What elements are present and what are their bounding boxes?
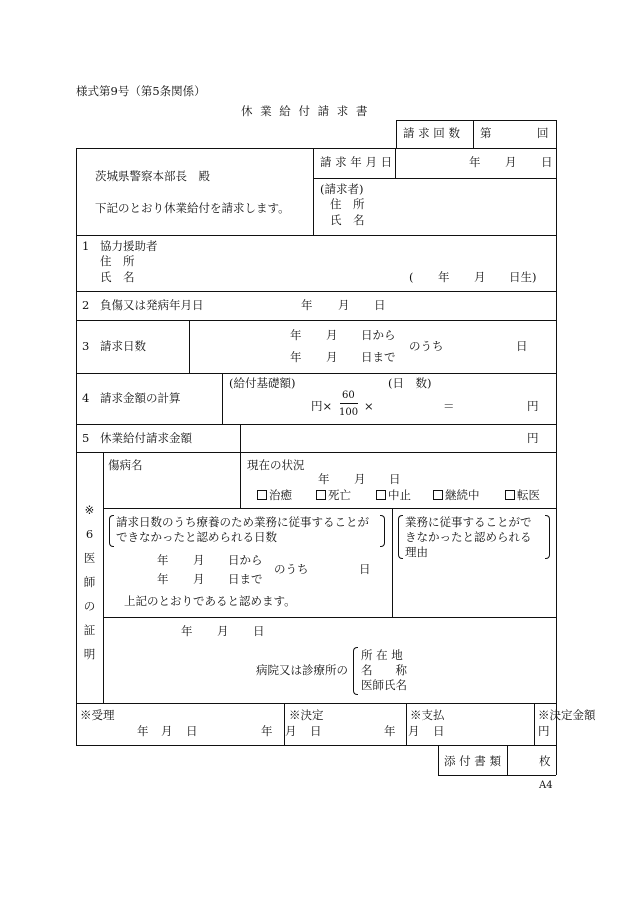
row4-times: × — [364, 399, 374, 413]
attachments-unit: 枚 — [539, 754, 551, 768]
decided-amount-label: ※決定金額 — [538, 708, 596, 722]
side-label-char: 明 — [83, 647, 96, 661]
row2-year: 年 — [301, 298, 313, 312]
reason-line2: きなかったと認められる — [405, 530, 532, 544]
decision-label: ※決定 — [289, 708, 324, 722]
reason-bracket-left — [398, 515, 403, 559]
checkbox-icon — [257, 490, 267, 500]
request-statement: 下記のとおり休業給付を請求します。 — [95, 201, 290, 215]
hospital-location-label: 所 在 地 — [361, 648, 403, 662]
cert-period-field[interactable] — [140, 550, 380, 590]
reason-field[interactable] — [398, 562, 550, 612]
request-count-suffix: 回 — [537, 126, 549, 140]
row3-from-day: 日から — [361, 328, 396, 342]
row2-number: 2 — [82, 298, 90, 312]
payment-label: ※支払 — [410, 708, 445, 722]
injury-name-label: 傷病名 — [108, 458, 143, 472]
current-status-label: 現在の状況 — [247, 458, 305, 472]
row4-number: 4 — [82, 391, 90, 405]
status-option-4[interactable]: 継続中 — [433, 490, 480, 502]
reason-line1: 業務に従事することがで — [405, 515, 532, 529]
cert-to-month: 月 — [193, 572, 205, 586]
claimant-label: (請求者) — [320, 182, 364, 196]
row3-to-year: 年 — [290, 350, 302, 364]
receipt-year: 年 — [137, 724, 149, 738]
row4-base-label: (給付基礎額) — [229, 376, 296, 390]
row4-numerator: 60 — [342, 390, 355, 401]
row5-label: 休業給付請求金額 — [100, 431, 192, 445]
cert-days: 日 — [359, 562, 371, 576]
addressee: 茨城県警察本部長 殿 — [95, 169, 210, 183]
cert-date-year: 年 — [181, 624, 193, 638]
row1-number: 1 — [82, 239, 90, 253]
reason-bracket-right — [545, 515, 550, 559]
side-label-char: ※ — [84, 503, 95, 517]
status-year: 年 — [318, 472, 330, 486]
row3-field[interactable] — [200, 324, 550, 369]
side-label-char: 医 — [83, 551, 96, 565]
row3-to-day: 日まで — [361, 350, 396, 364]
claimant-field[interactable] — [380, 194, 550, 230]
status-day: 日 — [389, 472, 401, 486]
row4-days-label: (日 数) — [388, 376, 432, 390]
request-date-month: 月 — [505, 155, 517, 169]
cert-confirm: 上記のとおりであると認めます。 — [124, 594, 296, 608]
row2-field[interactable] — [240, 294, 400, 318]
row4-equals: ＝ — [443, 399, 455, 413]
row5-field[interactable] — [246, 427, 546, 449]
decision-year: 年 — [261, 724, 273, 738]
row1-label: 協力援助者 — [100, 239, 158, 253]
row4-yen-times: 円× — [311, 399, 333, 413]
request-count-prefix: 第 — [480, 126, 492, 140]
request-date-year: 年 — [469, 155, 481, 169]
decided-amount-yen: 円 — [538, 724, 550, 738]
doctor-name-label: 医師氏名 — [361, 678, 407, 692]
checkbox-icon — [376, 490, 386, 500]
cert-date-month: 月 — [217, 624, 229, 638]
row1-birth-day: 日生) — [509, 270, 537, 284]
injury-name-field[interactable] — [108, 474, 236, 504]
row3-number: 3 — [82, 339, 90, 353]
row2-day: 日 — [374, 298, 386, 312]
hospital-bracket — [353, 647, 358, 695]
cert-bracket-right — [380, 515, 385, 547]
form-number: 様式第9号（第5条関係） — [76, 84, 206, 98]
row6-side-label — [76, 498, 103, 666]
row1-name-label: 氏 名 — [100, 270, 135, 284]
row1-birth-year: 年 — [438, 270, 450, 284]
cert-from-month: 月 — [193, 553, 205, 567]
decision-month: 月 — [285, 724, 297, 738]
cert-from-year: 年 — [157, 553, 169, 567]
cert-of-which: のうち — [274, 562, 309, 576]
decision-day: 日 — [310, 724, 322, 738]
cert-date-day: 日 — [253, 624, 265, 638]
row5-number: 5 — [82, 431, 90, 445]
attachments-label: 添 付 書 類 — [444, 754, 501, 768]
request-date-label: 請 求 年 月 日 — [320, 155, 393, 169]
claimant-address-label: 住 所 — [330, 197, 365, 211]
status-month: 月 — [354, 472, 366, 486]
claimant-name-label: 氏 名 — [330, 213, 365, 227]
paper-size: A4 — [539, 780, 553, 791]
row4-denominator: 100 — [339, 407, 359, 418]
checkbox-icon — [316, 490, 326, 500]
attachments-count-field[interactable] — [511, 748, 535, 772]
status-option-2[interactable]: 死亡 — [316, 490, 351, 502]
row3-from-year: 年 — [290, 328, 302, 342]
payment-month: 月 — [408, 724, 420, 738]
receipt-day: 日 — [186, 724, 198, 738]
row3-from-month: 月 — [326, 328, 338, 342]
status-option-5[interactable]: 転医 — [505, 490, 540, 502]
row2-month: 月 — [338, 298, 350, 312]
row1-field[interactable] — [150, 252, 550, 288]
row5-yen: 円 — [527, 431, 539, 445]
receipt-month: 月 — [161, 724, 173, 738]
form-title: 休 業 給 付 請 求 書 — [241, 104, 370, 118]
status-option-3[interactable]: 中止 — [376, 490, 411, 502]
row1-birth-month: 月 — [474, 270, 486, 284]
hospital-field[interactable] — [415, 646, 550, 696]
row4-yen: 円 — [527, 399, 539, 413]
request-count-label: 請 求 回 数 — [403, 126, 460, 140]
cert-to-year: 年 — [157, 572, 169, 586]
reason-line3: 理由 — [405, 545, 428, 559]
payment-year: 年 — [384, 724, 396, 738]
row3-to-month: 月 — [326, 350, 338, 364]
row2-label: 負傷又は発病年月日 — [100, 298, 204, 312]
receipt-label: ※受理 — [80, 708, 115, 722]
row1-birth-open: ( — [409, 270, 414, 284]
row3-of-which: のうち — [409, 339, 444, 353]
status-option-1[interactable]: 治癒 — [257, 490, 292, 502]
side-label-char: 6 — [85, 527, 94, 541]
row3-label: 請求日数 — [100, 339, 146, 353]
request-date-day: 日 — [541, 155, 553, 169]
row1-address-label: 住 所 — [100, 254, 135, 268]
side-label-char: 証 — [83, 623, 96, 637]
cert-line1: 請求日数のうち療養のため業務に従事することが — [116, 515, 369, 529]
cert-bracket-left — [109, 515, 114, 547]
cert-to-day: 日まで — [228, 572, 263, 586]
checkbox-icon — [505, 490, 515, 500]
checkbox-icon — [433, 490, 443, 500]
row3-days: 日 — [516, 339, 528, 353]
side-label-char: の — [83, 599, 96, 613]
request-date-field[interactable] — [400, 151, 552, 175]
cert-line2: できなかったと認められる日数 — [116, 530, 277, 544]
payment-day: 日 — [433, 724, 445, 738]
hospital-label: 病院又は診療所の — [256, 663, 348, 677]
row4-label: 請求金額の計算 — [100, 391, 181, 405]
row4-field[interactable] — [228, 394, 548, 420]
cert-from-day: 日から — [228, 553, 263, 567]
side-label-char: 師 — [83, 575, 96, 589]
request-count-field[interactable] — [490, 122, 534, 146]
hospital-name-label: 名 称 — [361, 663, 407, 677]
